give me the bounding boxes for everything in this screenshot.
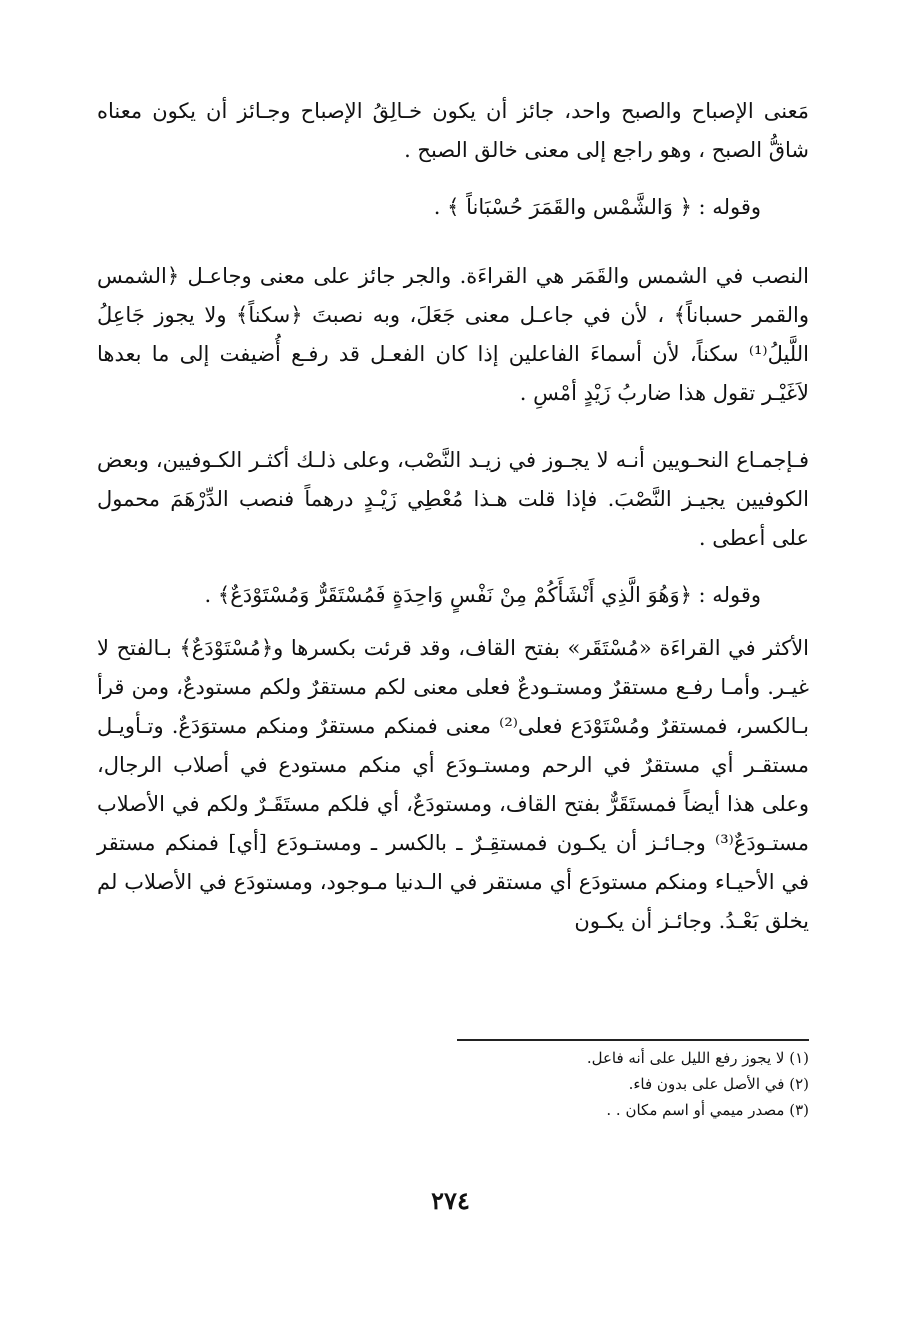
main-text [97,92,809,941]
paragraph-ijma: فـإجمـاع النحـويين أنـه لا يجـوز في زيـد النَّصْب، وعلى ذلـك أكثـر الكـوفيين، وبعض الكوفيين يجيـز النَّصْبَ. فإذا قلت هـذا مُعْطِي زَيْـدٍ درهماً فنصب الدِّرْهَمَ محمول على أعطى . [97,448,809,550]
paragraph-nasb: النصب في الشمس والقَمَر هي القراءَة. والجر جائز على معنى وجاعـل ﴿الشمس والقمر حسباناً﴾ ، لأن في جاعـل معنى جَعَلَ، وبه نصبتَ ﴿سكناً﴾ ولا يجوز جَاعِلُ اللَّيلُ⁽¹⁾ سكناً، لأن أسماءَ الفاعلين إذا كان الفعـل قد رفـع أُضيفت إلى ما بعدها لاَغَيْـر تقول هذا ضاربُ زَيْدٍ أمْسِ . [97,264,809,405]
quoted-verse-shams: وقوله : ﴿ وَالشَّمْس والقَمَرَ حُسْبَاناً ﴾ . [433,195,761,219]
footnote-2: (٢) في الأصل على بدون فاء. [628,1075,809,1093]
footnote-3: (٣) مصدر ميمي أو اسم مكان . . [606,1101,809,1119]
paragraph-mustaqar: الأكثر في القراءَة «مُسْتَقَر» بفتح القاف، وقد قرئت بكسرها و﴿مُسْتَوْدَعٌ﴾ بـالفتح لا غيـر. وأمـا رفـع مستقرٌ ومستـودعٌ فعلى معنى لكم مستقرٌ ولكم مستودعٌ، ومن قرأ بـالكسر، فمستقرٌ ومُسْتَوْدَع فعلى⁽²⁾ معنى فمنكم مستقرٌ ومنكم مستوَدَعٌ. وتـأويـل مستقـر أي مستقرٌ في الرحم ومستـودَع أي منكم مستودع في أصلاب الرجال، وعلى هذا أيضاً فمستَقَرٌّ بفتح القاف، ومستودَعٌ، أي فلكم مستَقَـرٌ ولكم في الأصلاب مستـودَعٌ⁽³⁾ وجـائـز أن يكـون فمستقِـرٌ ـ بالكسر ـ ومستـودَع [أي] فمنكم مستقر في الأحيـاء ومنكم مستودَع أي مستقر في الـدنيا مـوجود، ومستودَع في الأصلاب لم يخلق بَعْـدُ. وجائـز أن يكـون [97,636,810,933]
quoted-verse-mustaqar: وقوله : ﴿وَهُوَ الَّذِي أَنْشَأَكُمْ مِنْ نَفْسٍ وَاحِدَةٍ فَمُسْتَقَرٌّ وَمُسْتَوْدَعٌ﴾ . [204,583,761,607]
footnote-divider [457,1039,809,1041]
paragraph-isbah: مَعنى الإصباح والصبح واحد، جائز أن يكون خـالِقُ الإصباح وجـائز أن يكون معناه شاقُّ الصبح ، وهو راجع إلى معنى خالق الصبح . [97,99,809,162]
page-number: ٢٧٤ [431,1186,470,1215]
footnotes [249,1045,809,1123]
footnote-1: (١) لا يجوز رفع الليل على أنه فاعل. [586,1049,809,1067]
